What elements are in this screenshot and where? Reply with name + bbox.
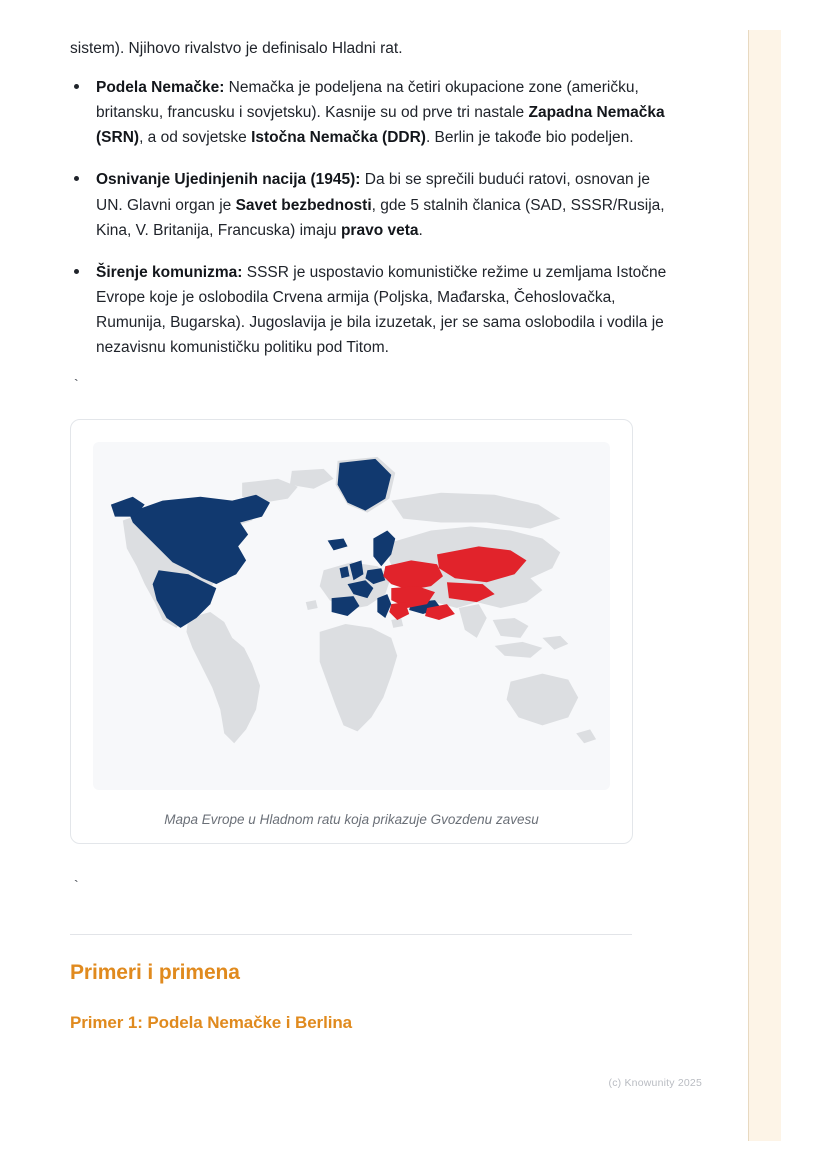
tick-mark-top: ` [74, 376, 79, 393]
bullet-list [70, 75, 670, 360]
emphasis-text: Savet bezbednosti [235, 196, 372, 214]
list-item [70, 260, 670, 360]
page-title: Primeri i primena [70, 961, 240, 985]
list-item-text: Da bi se sprečili budući ratovi, osnovan je UN. Glavni organ je Savet bezbednosti, gde 5 stalnih članica (SAD, SSSR/Rusija, Kina, V. Britanija, Francuska) imaju pravo veta. [96, 171, 665, 239]
figure-card [70, 419, 633, 844]
section-divider [70, 934, 632, 935]
list-item-text: Nemačka je podeljena na četiri okupacione zone (američku, britansku, francusku i sovjetsku). Kasnije su od prve tri nastale Zapadna Nemačka (SRN), a od sovjetske Istočna Nemačka (DDR). Berlin je takođe bio podeljen. [96, 79, 665, 147]
figure-caption: Mapa Evrope u Hladnom ratu koja prikazuje Gvozdenu zavesu [164, 812, 539, 828]
emphasis-text: Istočna Nemačka (DDR) [251, 129, 426, 147]
list-item [70, 167, 670, 242]
list-item [70, 75, 670, 150]
list-item-term: Širenje komunizma: [96, 263, 243, 281]
emphasis-text: pravo veta [340, 221, 419, 239]
list-item-term: Osnivanje Ujedinjenih nacija (1945): [96, 171, 361, 189]
document-content [70, 30, 670, 1033]
world-map-svg [93, 442, 610, 790]
list-item-text: SSSR je uspostavio komunističke režime u zemljama Istočne Evrope koje je oslobodila Crvena armija (Poljska, Mađarska, Čehoslovačka, Rumunija, Bugarska). Jugoslavija je bila izuzetak, jer se sama oslobodila i vodila je nezavisnu komunističku politiku pod Titom. [96, 263, 667, 357]
tick-mark-bottom: ` [74, 877, 79, 894]
subsection-title: Primer 1: Podela Nemačke i Berlina [70, 1013, 352, 1033]
lead-paragraph: sistem). Njihovo rivalstvo je definisalo Hladni rat. [70, 40, 403, 57]
emphasis-text: Zapadna Nemačka (SRN) [96, 104, 665, 147]
document-page [48, 30, 748, 1141]
watermark: (c) Knowunity 2025 [608, 1077, 702, 1089]
list-item-term: Podela Nemačke: [96, 79, 225, 97]
world-map-image [93, 442, 610, 790]
page-side-strip [748, 30, 781, 1141]
